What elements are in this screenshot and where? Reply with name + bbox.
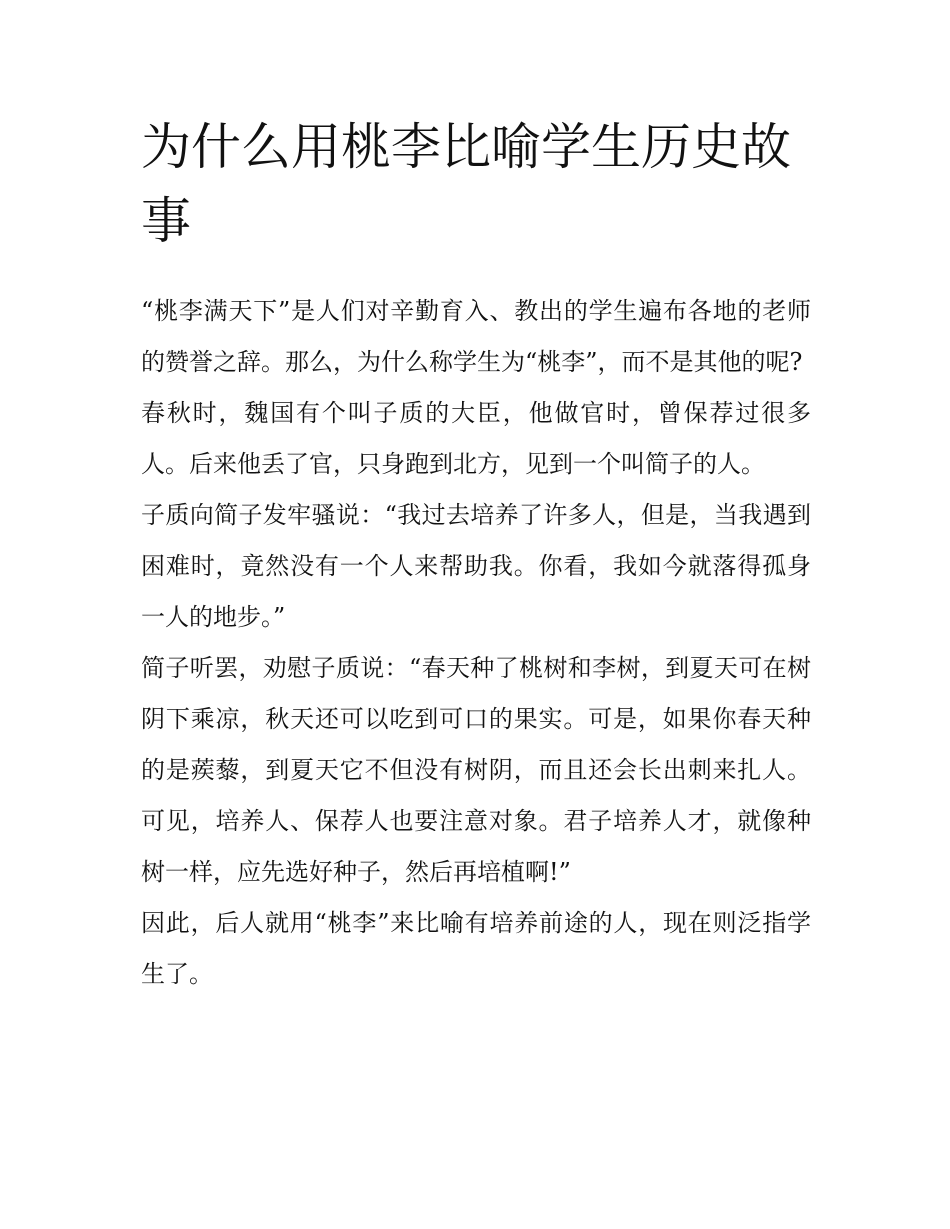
- paragraph-conclusion: 因此，后人就用“桃李”来比喻有培养前途的人，现在则泛指学生了。: [141, 909, 811, 988]
- document-page: [141, 110, 811, 1000]
- document-body: [141, 286, 811, 1000]
- paragraph-intro: “桃李满天下”是人们对辛勤育入、教出的学生遍布各地的老师的赞誉之辞。那么，为什么称学生为“桃李”，而不是其他的呢?: [141, 297, 811, 376]
- document-title: 为什么用桃李比喻学生历史故事: [141, 118, 791, 250]
- paragraph-advice: 简子听罢，劝慰子质说：“春天种了桃树和李树，到夏天可在树阴下乘凉，秋天还可以吃到可口的果实。可是，如果你春天种的是蒺藜，到夏天它不但没有树阴，而且还会长出刺来扎人。可见，培养人、保荐人也要注意对象。君子培养人才，就像种树一样，应先选好种子，然后再培植啊!”: [141, 654, 811, 886]
- paragraph-story-background: 春秋时，魏国有个叫子质的大臣，他做官时，曾保荐过很多人。后来他丢了官，只身跑到北方，见到一个叫简子的人。: [141, 399, 811, 478]
- paragraph-complaint: 子质向简子发牢骚说：“我过去培养了许多人，但是，当我遇到困难时，竟然没有一个人来帮助我。你看，我如今就落得孤身一人的地步。”: [141, 501, 811, 631]
